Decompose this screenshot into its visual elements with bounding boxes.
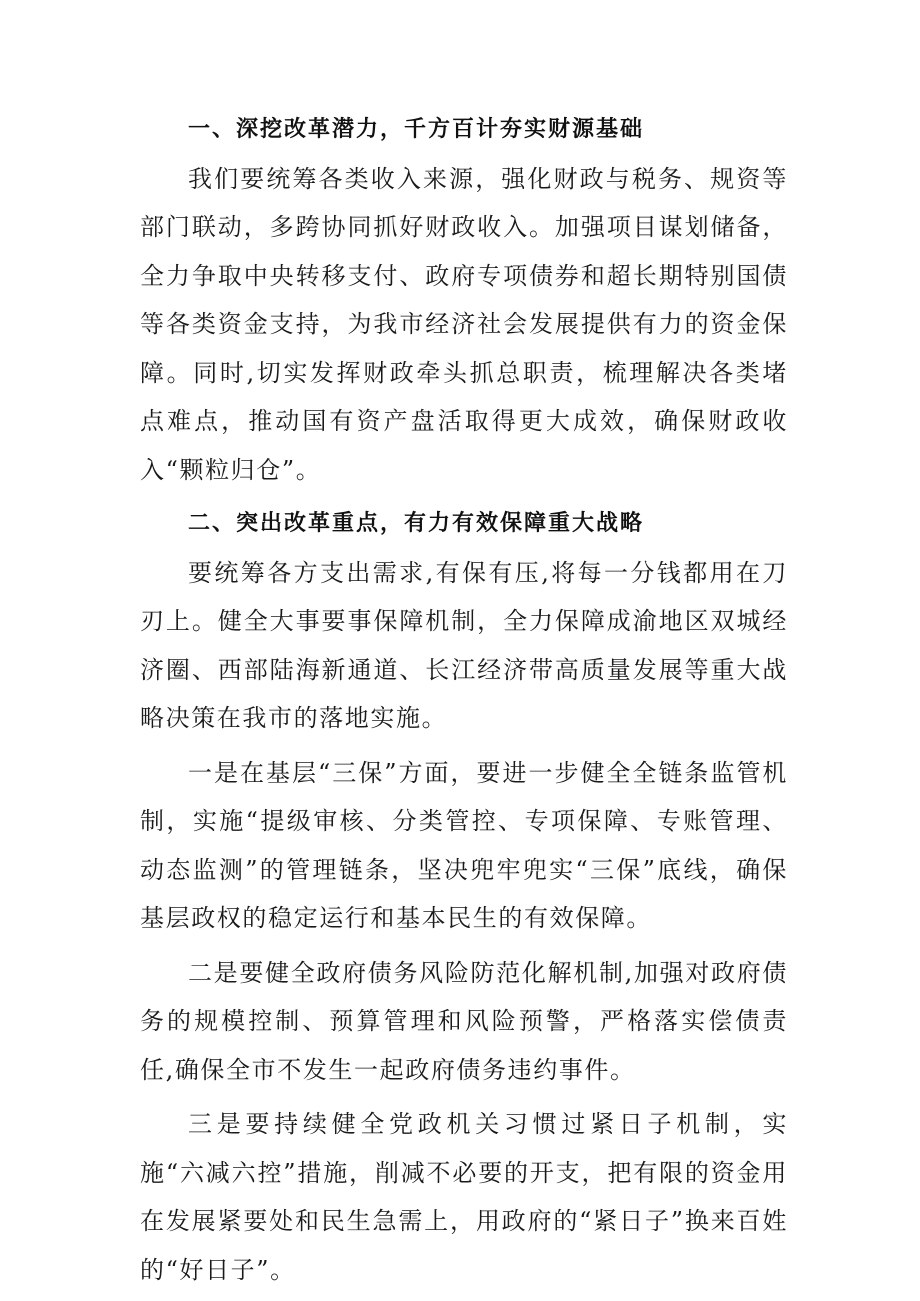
paragraph-5: 三是要持续健全党政机关习惯过紧日子机制，实施“六减六控”措施，削减不必要的开支，把有限的资金用在发展紧要处和民生急需上，用政府的“紧日子”换来百姓的“好日子”。 xyxy=(140,1110,788,1284)
paragraph-1: 我们要统筹各类收入来源，强化财政与税务、规资等部门联动，多跨协同抓好财政收入。加强项目谋划储备，全力争取中央转移支付、政府专项债券和超长期特别国债等各类资金支持，为我市经济社会发展提供有力的资金保障。同时,切实发挥财政牵头抓总职责，梳理解决各类堵点难点，推动国有资产盘活取得更大成效，确保财政收入“颗粒归仓”。 xyxy=(140,164,788,484)
paragraph-2: 要统筹各方支出需求,有保有压,将每一分钱都用在刀刃上。健全大事要事保障机制，全力保障成渝地区双城经济圈、西部陆海新通道、长江经济带高质量发展等重大战略决策在我市的落地实施。 xyxy=(140,558,788,732)
paragraph-4: 二是要健全政府债务风险防范化解机制,加强对政府债务的规模控制、预算管理和风险预警，严格落实偿债责任,确保全市不发生一起政府债务违约事件。 xyxy=(140,958,788,1084)
document-body xyxy=(140,106,788,1294)
section-heading-2: 二、突出改革重点，有力有效保障重大战略 xyxy=(188,511,645,536)
section-heading-1: 一、深挖改革潜力，千方百计夯实财源基础 xyxy=(188,117,645,142)
paragraph-3: 一是在基层“三保”方面，要进一步健全全链条监管机制，实施“提级审核、分类管控、专项保障、专账管理、动态监测”的管理链条，坚决兜牢兜实“三保”底线，确保基层政权的稳定运行和基本民生的有效保障。 xyxy=(140,758,788,932)
